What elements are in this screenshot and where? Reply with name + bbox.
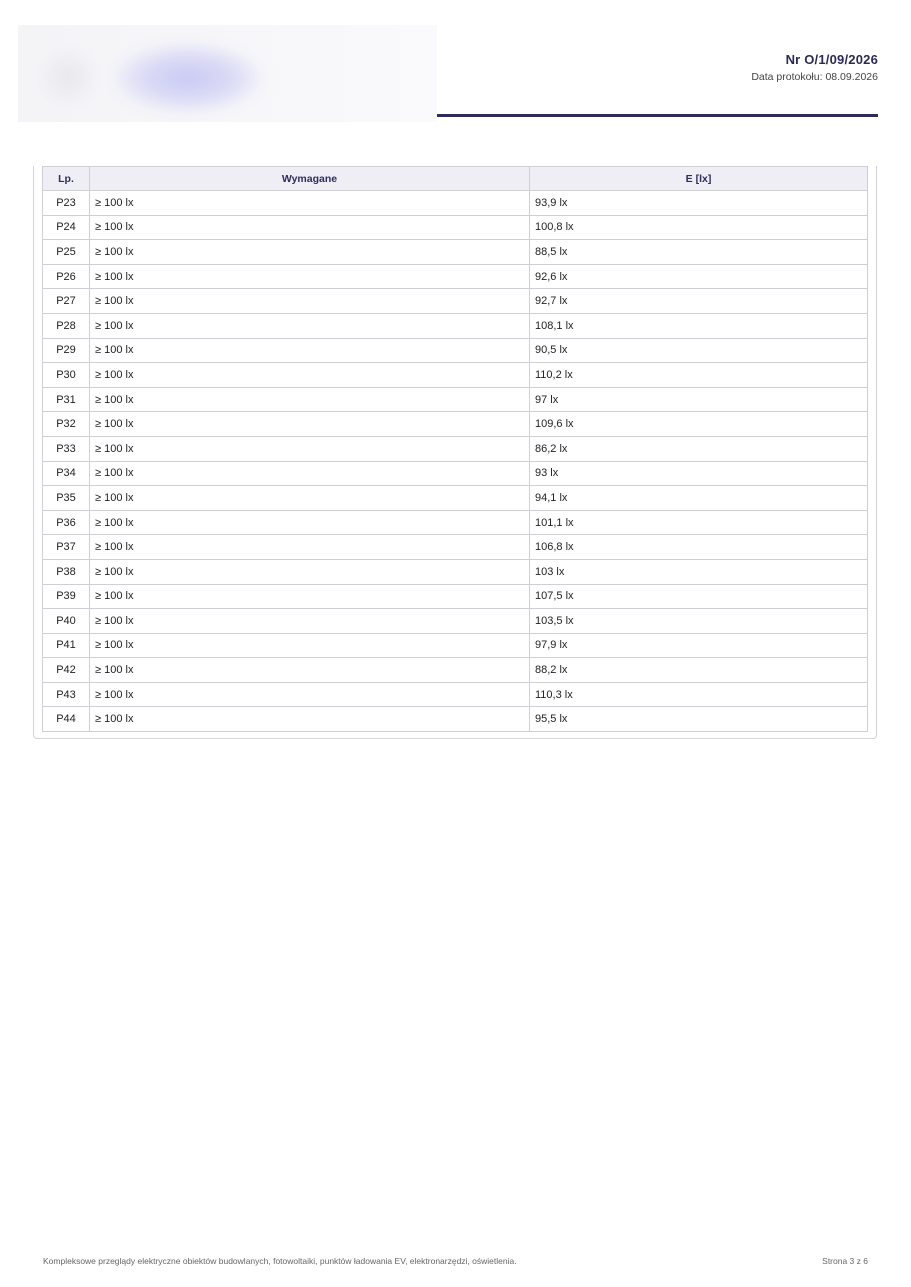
table-row [43,461,868,486]
cell-lp: P40 [43,609,90,634]
cell-value: 88,5 lx [530,240,868,265]
cell-required: ≥ 100 lx [90,338,530,363]
cell-value: 93 lx [530,461,868,486]
cell-lp: P31 [43,387,90,412]
cell-required: ≥ 100 lx [90,363,530,388]
cell-required: ≥ 100 lx [90,289,530,314]
cell-value: 106,8 lx [530,535,868,560]
cell-value: 86,2 lx [530,436,868,461]
cell-value: 88,2 lx [530,658,868,683]
table-row [43,658,868,683]
cell-required: ≥ 100 lx [90,412,530,437]
cell-required: ≥ 100 lx [90,682,530,707]
cell-value: 103,5 lx [530,609,868,634]
cell-lp: P36 [43,510,90,535]
cell-value: 93,9 lx [530,191,868,216]
cell-required: ≥ 100 lx [90,240,530,265]
logo-shape [113,43,263,113]
cell-lp: P44 [43,707,90,732]
cell-required: ≥ 100 lx [90,633,530,658]
cell-lp: P26 [43,264,90,289]
cell-lp: P39 [43,584,90,609]
company-logo [18,25,437,122]
cell-lp: P37 [43,535,90,560]
column-header-required: Wymagane [90,167,530,191]
table-row [43,289,868,314]
cell-required: ≥ 100 lx [90,191,530,216]
cell-value: 90,5 lx [530,338,868,363]
cell-required: ≥ 100 lx [90,215,530,240]
table-row [43,633,868,658]
cell-value: 110,3 lx [530,682,868,707]
cell-lp: P30 [43,363,90,388]
page-number: Strona 3 z 6 [822,1256,868,1266]
cell-required: ≥ 100 lx [90,486,530,511]
cell-value: 109,6 lx [530,412,868,437]
cell-value: 94,1 lx [530,486,868,511]
cell-lp: P29 [43,338,90,363]
table-row [43,584,868,609]
cell-lp: P25 [43,240,90,265]
footer-description: Kompleksowe przeglądy elektryczne obiektów budowlanych, fotowoltaiki, punktów ładowania EV, elektronarzędzi, oświetlenia. [43,1256,517,1266]
cell-required: ≥ 100 lx [90,387,530,412]
table-row [43,535,868,560]
table-row [43,313,868,338]
cell-lp: P35 [43,486,90,511]
cell-value: 110,2 lx [530,363,868,388]
measurements-table [42,166,868,732]
measurements-table-container [33,166,877,739]
column-header-lp: Lp. [43,167,90,191]
cell-lp: P27 [43,289,90,314]
cell-lp: P23 [43,191,90,216]
table-row [43,609,868,634]
cell-required: ≥ 100 lx [90,535,530,560]
cell-value: 101,1 lx [530,510,868,535]
table-row [43,387,868,412]
cell-lp: P32 [43,412,90,437]
cell-value: 92,6 lx [530,264,868,289]
cell-required: ≥ 100 lx [90,584,530,609]
cell-value: 95,5 lx [530,707,868,732]
table-row [43,412,868,437]
table-row [43,707,868,732]
column-header-value: E [lx] [530,167,868,191]
table-row [43,486,868,511]
cell-lp: P28 [43,313,90,338]
cell-required: ≥ 100 lx [90,436,530,461]
cell-required: ≥ 100 lx [90,559,530,584]
table-row [43,264,868,289]
table-row [43,682,868,707]
cell-lp: P34 [43,461,90,486]
table-row [43,559,868,584]
table-row [43,510,868,535]
cell-lp: P41 [43,633,90,658]
document-number: Nr O/1/09/2026 [785,52,878,67]
table-header-row [43,167,868,191]
cell-required: ≥ 100 lx [90,461,530,486]
cell-value: 100,8 lx [530,215,868,240]
cell-required: ≥ 100 lx [90,658,530,683]
header-divider [437,114,878,117]
table-row [43,215,868,240]
cell-value: 97 lx [530,387,868,412]
cell-lp: P33 [43,436,90,461]
document-date: Data protokołu: 08.09.2026 [751,71,878,83]
table-row [43,240,868,265]
document-header [751,52,878,83]
cell-required: ≥ 100 lx [90,609,530,634]
cell-value: 97,9 lx [530,633,868,658]
cell-required: ≥ 100 lx [90,313,530,338]
table-row [43,363,868,388]
table-row [43,191,868,216]
cell-lp: P42 [43,658,90,683]
cell-value: 107,5 lx [530,584,868,609]
cell-value: 92,7 lx [530,289,868,314]
cell-required: ≥ 100 lx [90,707,530,732]
logo-mark [38,47,98,107]
table-row [43,338,868,363]
table-row [43,436,868,461]
cell-value: 108,1 lx [530,313,868,338]
cell-lp: P43 [43,682,90,707]
cell-required: ≥ 100 lx [90,264,530,289]
cell-lp: P24 [43,215,90,240]
cell-required: ≥ 100 lx [90,510,530,535]
cell-value: 103 lx [530,559,868,584]
cell-lp: P38 [43,559,90,584]
